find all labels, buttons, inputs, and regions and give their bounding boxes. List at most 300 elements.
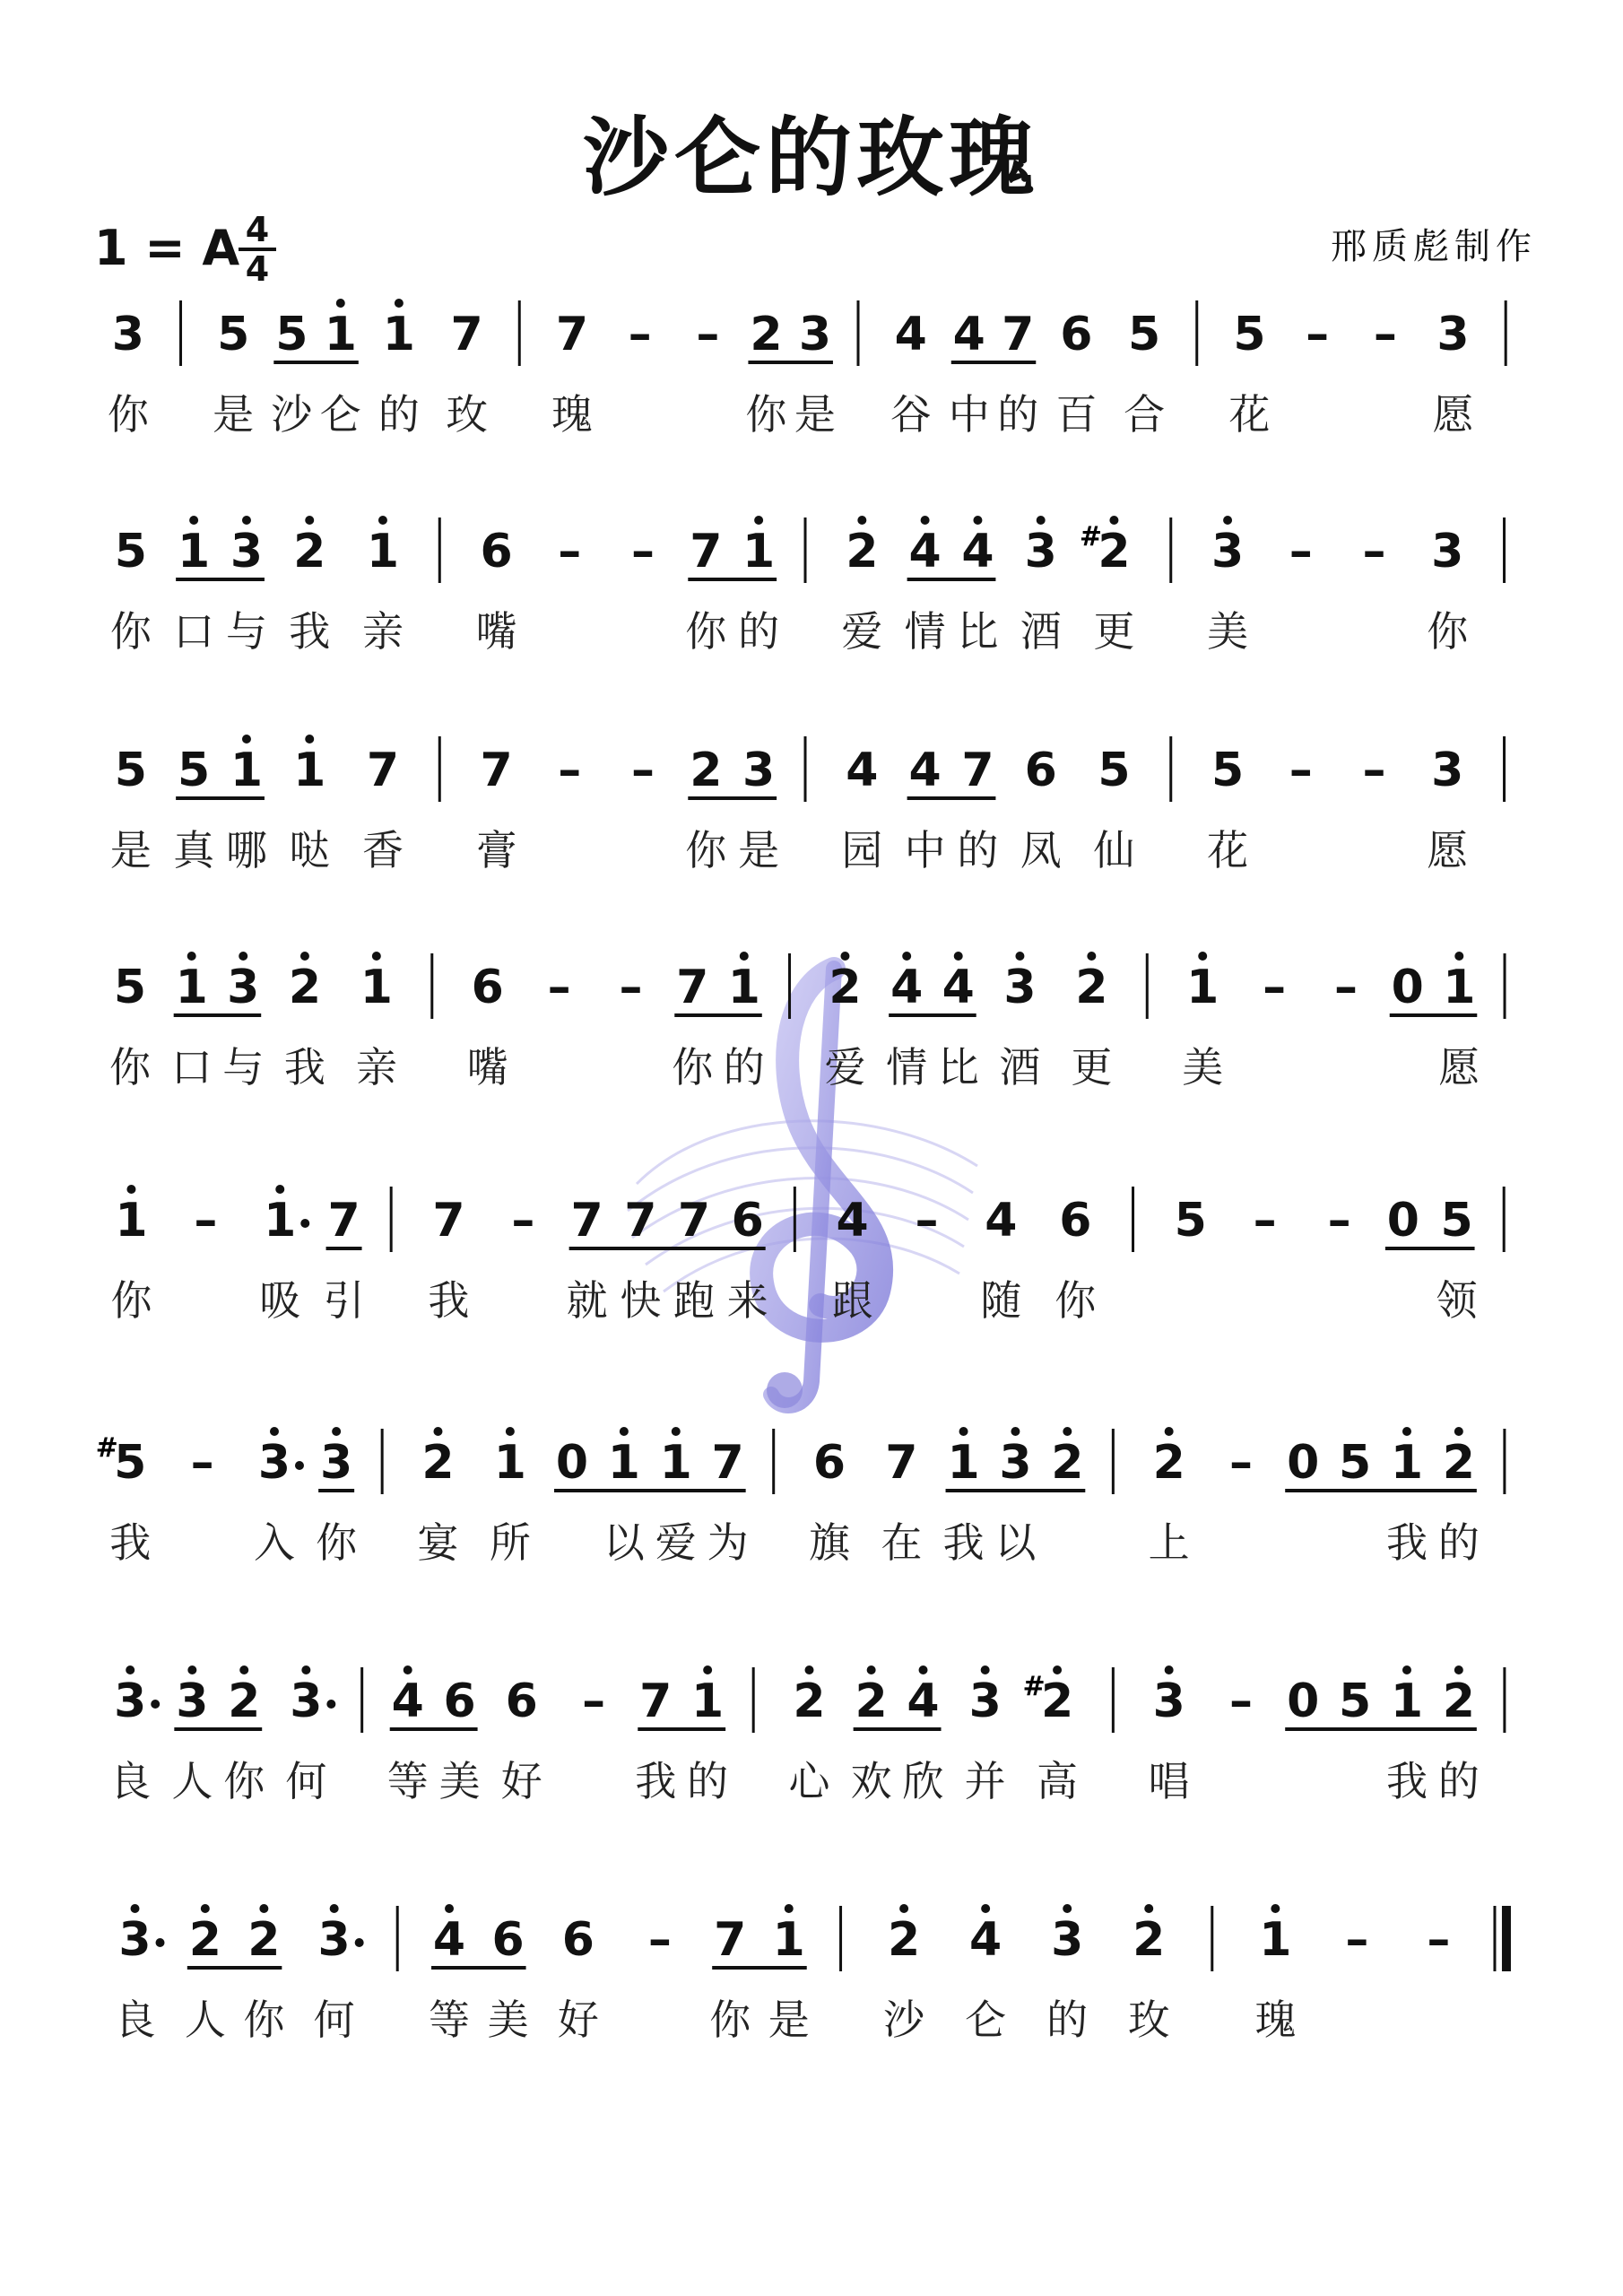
note: 7 <box>366 744 400 797</box>
high-octave-dot <box>703 1665 712 1674</box>
note: 3 <box>1051 1913 1084 1967</box>
dash-note: – <box>619 961 643 1014</box>
lyric-char: 沙 <box>883 1996 925 2044</box>
note: 3 <box>227 961 260 1014</box>
lyric-char: 的 <box>738 607 780 656</box>
note: 7 <box>885 1436 918 1490</box>
lyric-char: 跑 <box>673 1276 716 1325</box>
high-octave-dot <box>1402 1427 1411 1436</box>
note: 2 <box>888 1913 921 1967</box>
time-signature-top: 4 <box>245 210 270 249</box>
note: 7 <box>1002 308 1035 361</box>
note: 2 <box>1051 1436 1084 1490</box>
note: 7 <box>570 1194 603 1248</box>
dash-note: – <box>915 1194 939 1248</box>
high-octave-dot <box>239 1665 248 1674</box>
lyric-char: 沙 <box>271 390 313 439</box>
note: 7 <box>480 744 513 797</box>
high-octave-dot <box>785 1904 794 1913</box>
high-octave-dot <box>1454 1427 1463 1436</box>
dash-note: – <box>1334 961 1358 1014</box>
dash-note: – <box>1253 1194 1277 1248</box>
lyric-char: 我 <box>428 1276 470 1325</box>
note: 6 <box>443 1674 476 1728</box>
lyric-char: 我 <box>635 1757 677 1805</box>
dash-note: – <box>1229 1674 1254 1728</box>
note: 7 <box>327 1194 360 1248</box>
high-octave-dot <box>445 1904 454 1913</box>
lyric-char: 中 <box>904 826 946 874</box>
lyric-char: 愿 <box>1438 1043 1480 1091</box>
key-signature: 1 = A <box>94 220 240 276</box>
lyric-char: 并 <box>964 1757 1006 1805</box>
lyric-char: 来 <box>726 1276 768 1325</box>
high-octave-dot <box>672 1427 681 1436</box>
high-octave-dot <box>1223 516 1232 525</box>
note: 3 <box>1024 525 1057 578</box>
final-barline <box>1502 1906 1511 1971</box>
note: 1 <box>1390 1436 1424 1490</box>
high-octave-dot <box>239 952 247 961</box>
high-octave-dot <box>131 1904 140 1913</box>
high-octave-dot <box>1454 952 1463 961</box>
note: 2 <box>793 1674 826 1728</box>
lyric-char: 你 <box>745 390 787 439</box>
note: 4 <box>846 744 879 797</box>
lyric-char: 我 <box>289 607 331 656</box>
dash-note: – <box>1306 308 1330 361</box>
note: 2 <box>690 744 723 797</box>
high-octave-dot <box>336 299 345 308</box>
note: 2 <box>1040 1674 1074 1728</box>
note: 1 <box>175 961 208 1014</box>
note: 2 <box>288 961 322 1014</box>
lyric-char: 心 <box>788 1757 830 1805</box>
lyric-char: 是 <box>768 1996 810 2044</box>
lyric-char: 你 <box>107 390 149 439</box>
high-octave-dot <box>275 1185 284 1194</box>
note: 1 <box>947 1436 980 1490</box>
note: 1 <box>366 525 400 578</box>
lyric-char: 欢 <box>850 1757 892 1805</box>
high-octave-dot <box>981 1904 990 1913</box>
high-octave-dot <box>1053 1665 1062 1674</box>
note: 6 <box>491 1913 525 1967</box>
note: 5 <box>1174 1194 1207 1248</box>
dash-note: – <box>696 308 720 361</box>
note: 1 <box>382 308 415 361</box>
note: 3 <box>1152 1674 1185 1728</box>
lyric-char: 宴 <box>417 1518 459 1567</box>
high-octave-dot <box>201 1904 210 1913</box>
high-octave-dot <box>840 952 849 961</box>
high-octave-dot <box>301 1665 310 1674</box>
lyric-char: 等 <box>386 1757 429 1805</box>
lyric-char: 我 <box>283 1043 325 1091</box>
note: 6 <box>1024 744 1057 797</box>
lyric-char: 爱 <box>824 1043 866 1091</box>
lyric-char: 唱 <box>1148 1757 1190 1805</box>
note: 7 <box>714 1913 747 1967</box>
lyric-char: 等 <box>429 1996 471 2044</box>
note: 1 <box>772 1913 805 1967</box>
dotted-note-dot <box>300 1219 309 1228</box>
note: 3 <box>320 1436 353 1490</box>
note: 0 <box>1287 1674 1320 1728</box>
note: 2 <box>1442 1674 1475 1728</box>
note: 2 <box>750 308 783 361</box>
note: 5 <box>114 525 147 578</box>
lyric-char: 比 <box>937 1043 979 1091</box>
note: 1 <box>360 961 393 1014</box>
note: 1 <box>691 1674 725 1728</box>
high-octave-dot <box>1037 516 1046 525</box>
note: 1 <box>607 1436 640 1490</box>
lyric-char: 就 <box>566 1276 608 1325</box>
lyric-char: 美 <box>438 1757 481 1805</box>
note: 3 <box>290 1674 323 1728</box>
note: 5 <box>1440 1194 1473 1248</box>
note: 3 <box>230 525 264 578</box>
song-title: 沙仑的玫瑰 <box>583 107 1040 208</box>
high-octave-dot <box>921 516 930 525</box>
lyric-char: 引 <box>323 1276 365 1325</box>
lyric-char: 的 <box>1046 1996 1089 2044</box>
high-octave-dot <box>620 1427 629 1436</box>
lyric-char: 我 <box>942 1518 985 1567</box>
note: 3 <box>118 1913 152 1967</box>
note: 2 <box>855 1674 888 1728</box>
note: 7 <box>690 525 723 578</box>
lyric-char: 嘴 <box>475 607 517 656</box>
high-octave-dot <box>305 516 314 525</box>
high-octave-dot <box>857 516 866 525</box>
note: 6 <box>471 961 504 1014</box>
note: 1 <box>324 308 357 361</box>
lyric-char: 酒 <box>1020 607 1062 656</box>
lyric-char: 仑 <box>965 1996 1007 2044</box>
lyric-char: 瑰 <box>551 390 593 439</box>
note: 1 <box>493 1436 526 1490</box>
note: 1 <box>230 744 264 797</box>
lyric-char: 哪 <box>225 826 267 874</box>
high-octave-dot <box>1011 1427 1020 1436</box>
lyric-char: 谷 <box>890 390 932 439</box>
lyric-char: 仙 <box>1093 826 1135 874</box>
high-octave-dot <box>300 952 309 961</box>
note: 3 <box>742 744 776 797</box>
dash-note: – <box>631 744 655 797</box>
lyric-char: 你 <box>1055 1276 1097 1325</box>
high-octave-dot <box>242 735 251 744</box>
note: 7 <box>639 1674 673 1728</box>
note: 3 <box>111 308 144 361</box>
note: 2 <box>846 525 879 578</box>
lyric-char: 膏 <box>475 826 517 874</box>
lyric-char: 情 <box>886 1043 928 1091</box>
lyric-char: 在 <box>881 1518 923 1567</box>
dash-note: – <box>511 1194 535 1248</box>
dash-note: – <box>547 961 571 1014</box>
high-octave-dot <box>189 516 198 525</box>
lyric-char: 为 <box>707 1518 749 1567</box>
lyric-char: 吸 <box>259 1276 301 1325</box>
high-octave-dot <box>899 1904 908 1913</box>
note: 5 <box>1338 1436 1372 1490</box>
note: 4 <box>969 1913 1002 1967</box>
note: 4 <box>985 1194 1018 1248</box>
dotted-note-dot <box>156 1938 165 1947</box>
note: 7 <box>624 1194 657 1248</box>
high-octave-dot <box>1165 1665 1174 1674</box>
note: 5 <box>1211 744 1245 797</box>
high-octave-dot <box>805 1665 814 1674</box>
high-octave-dot <box>126 1665 135 1674</box>
lyric-char: 的 <box>997 390 1039 439</box>
note: 4 <box>908 744 942 797</box>
note: 7 <box>555 308 589 361</box>
sharp-sign: # <box>1022 1671 1046 1702</box>
lyric-char: 哒 <box>289 826 331 874</box>
lyric-char: 的 <box>957 826 999 874</box>
lyric-char: 百 <box>1055 390 1098 439</box>
high-octave-dot <box>1402 1665 1411 1674</box>
note: 2 <box>1442 1436 1475 1490</box>
high-octave-dot <box>1015 952 1024 961</box>
lyric-char: 爱 <box>841 607 883 656</box>
lyric-char: 是 <box>738 826 780 874</box>
note: 3 <box>798 308 832 361</box>
note: 5 <box>1127 308 1161 361</box>
note: 5 <box>1338 1674 1372 1728</box>
dash-note: – <box>631 525 655 578</box>
dash-note: – <box>1427 1913 1451 1967</box>
lyric-char: 你 <box>1427 607 1469 656</box>
note: 4 <box>432 1913 466 1967</box>
note: 6 <box>561 1913 595 1967</box>
note: 1 <box>1259 1913 1292 1967</box>
lyric-char: 真 <box>173 826 215 874</box>
author-credit: 邢质彪制作 <box>1331 226 1537 267</box>
dash-note: – <box>558 525 582 578</box>
lyric-char: 更 <box>1093 607 1135 656</box>
note: 0 <box>1391 961 1424 1014</box>
lyric-char: 爱 <box>655 1518 697 1567</box>
lyric-char: 比 <box>957 607 999 656</box>
note: 2 <box>228 1674 261 1728</box>
lyric-char: 你 <box>109 607 152 656</box>
high-octave-dot <box>867 1665 876 1674</box>
high-octave-dot <box>332 1427 341 1436</box>
high-octave-dot <box>1109 516 1118 525</box>
lyric-char: 跟 <box>831 1276 873 1325</box>
lyric-char: 随 <box>980 1276 1022 1325</box>
lyric-char: 以 <box>994 1518 1037 1567</box>
dash-note: – <box>1327 1194 1351 1248</box>
lyric-char: 与 <box>222 1043 265 1091</box>
lyric-char: 美 <box>1207 607 1249 656</box>
lyric-char: 花 <box>1228 390 1271 439</box>
lyric-char: 你 <box>685 826 727 874</box>
sharp-sign: # <box>95 1432 118 1464</box>
lyric-char: 中 <box>948 390 990 439</box>
lyric-char: 我 <box>1385 1518 1428 1567</box>
note: 2 <box>829 961 862 1014</box>
lyric-char: 高 <box>1037 1757 1079 1805</box>
note: 6 <box>812 1436 846 1490</box>
note: 2 <box>1133 1913 1166 1967</box>
lyric-char: 的 <box>378 390 420 439</box>
note: 6 <box>1059 1194 1092 1248</box>
sharp-sign: # <box>1079 521 1102 552</box>
dash-note: – <box>1263 961 1287 1014</box>
lyric-char: 的 <box>723 1043 765 1091</box>
dash-note: – <box>1289 525 1313 578</box>
lyric-char: 的 <box>1437 1518 1480 1567</box>
high-octave-dot <box>1271 1904 1280 1913</box>
note: 4 <box>907 1674 940 1728</box>
dash-note: – <box>1362 525 1386 578</box>
high-octave-dot <box>1063 1427 1072 1436</box>
lyric-char: 是 <box>794 390 836 439</box>
lyric-char: 的 <box>687 1757 729 1805</box>
high-octave-dot <box>1087 952 1096 961</box>
note: 3 <box>1211 525 1245 578</box>
lyric-char: 以 <box>603 1518 645 1567</box>
high-octave-dot <box>378 516 387 525</box>
high-octave-dot <box>372 952 381 961</box>
high-octave-dot <box>506 1427 515 1436</box>
lyric-char: 你 <box>685 607 727 656</box>
high-octave-dot <box>959 1427 968 1436</box>
lyric-char: 美 <box>487 1996 529 2044</box>
note: 2 <box>1152 1436 1185 1490</box>
lyric-char: 你 <box>672 1043 714 1091</box>
high-octave-dot <box>270 1427 279 1436</box>
dash-note: – <box>558 744 582 797</box>
high-octave-dot <box>740 952 749 961</box>
note: 4 <box>908 525 942 578</box>
lyric-char: 何 <box>313 1996 355 2044</box>
lyric-char: 你 <box>223 1757 265 1805</box>
note: 0 <box>1287 1436 1320 1490</box>
note: 7 <box>711 1436 744 1490</box>
note: 7 <box>676 961 709 1014</box>
lyric-char: 我 <box>1385 1757 1428 1805</box>
high-octave-dot <box>1454 1665 1463 1674</box>
dotted-note-dot <box>326 1700 335 1709</box>
high-octave-dot <box>973 516 982 525</box>
note: 4 <box>894 308 927 361</box>
high-octave-dot <box>126 1185 135 1194</box>
lyric-char: 嘴 <box>466 1043 508 1091</box>
dash-note: – <box>194 1194 218 1248</box>
note: 3 <box>257 1436 291 1490</box>
lyric-char: 你 <box>110 1276 152 1325</box>
lyric-char: 合 <box>1124 390 1166 439</box>
lyric-char: 玫 <box>446 390 488 439</box>
note: 3 <box>114 1674 147 1728</box>
note: 3 <box>1431 744 1464 797</box>
note: 5 <box>1098 744 1131 797</box>
time-signature-bottom: 4 <box>245 249 270 289</box>
lyric-char: 领 <box>1436 1276 1478 1325</box>
lyric-char: 凤 <box>1020 826 1062 874</box>
high-octave-dot <box>1165 1427 1174 1436</box>
note: 1 <box>1390 1674 1424 1728</box>
dash-note: – <box>1373 308 1397 361</box>
lyric-char: 园 <box>841 826 883 874</box>
note: 6 <box>1060 308 1093 361</box>
note: 2 <box>421 1436 455 1490</box>
high-octave-dot <box>433 1427 442 1436</box>
lyric-char: 的 <box>1437 1757 1480 1805</box>
lyric-char: 入 <box>253 1518 295 1567</box>
high-octave-dot <box>259 1904 268 1913</box>
note: 1 <box>1186 961 1219 1014</box>
note: 5 <box>178 744 211 797</box>
note: 3 <box>1436 308 1470 361</box>
lyric-char: 愿 <box>1427 826 1469 874</box>
note: 6 <box>731 1194 764 1248</box>
lyric-char: 愿 <box>1432 390 1474 439</box>
note: 4 <box>952 308 985 361</box>
high-octave-dot <box>1063 1904 1072 1913</box>
high-octave-dot <box>754 516 763 525</box>
lyric-char: 人 <box>184 1996 226 2044</box>
dash-note: – <box>190 1436 214 1490</box>
lyric-char: 香 <box>361 826 404 874</box>
lyric-char: 更 <box>1071 1043 1113 1091</box>
lyric-char: 你 <box>709 1996 751 2044</box>
note: 1 <box>293 744 326 797</box>
note: 7 <box>432 1194 465 1248</box>
note: 1 <box>659 1436 692 1490</box>
dash-note: – <box>1345 1913 1369 1967</box>
note: 0 <box>1386 1194 1419 1248</box>
lyric-char: 好 <box>500 1757 542 1805</box>
note: 5 <box>114 744 147 797</box>
note: 5 <box>1233 308 1266 361</box>
lyric-char: 仑 <box>319 390 361 439</box>
lyric-char: 情 <box>904 607 946 656</box>
note: 1 <box>115 1194 148 1248</box>
note: 6 <box>480 525 513 578</box>
high-octave-dot <box>242 516 251 525</box>
note: 7 <box>961 744 994 797</box>
note: 1 <box>742 525 776 578</box>
dash-note: – <box>1362 744 1386 797</box>
lyric-char: 与 <box>225 607 267 656</box>
note: 7 <box>677 1194 711 1248</box>
note: 2 <box>188 1913 221 1967</box>
high-octave-dot <box>305 735 314 744</box>
high-octave-dot <box>187 952 196 961</box>
high-octave-dot <box>1198 952 1207 961</box>
note: 2 <box>1098 525 1131 578</box>
lyric-char: 良 <box>114 1996 156 2044</box>
note: 4 <box>391 1674 424 1728</box>
dash-note: – <box>1289 744 1313 797</box>
dotted-note-dot <box>151 1700 160 1709</box>
lyric-char: 亲 <box>361 607 404 656</box>
lyric-char: 花 <box>1207 826 1249 874</box>
dash-note: – <box>1229 1436 1254 1490</box>
dash-note: – <box>628 308 652 361</box>
note: 5 <box>217 308 250 361</box>
high-octave-dot <box>187 1665 196 1674</box>
lyric-char: 酒 <box>999 1043 1041 1091</box>
